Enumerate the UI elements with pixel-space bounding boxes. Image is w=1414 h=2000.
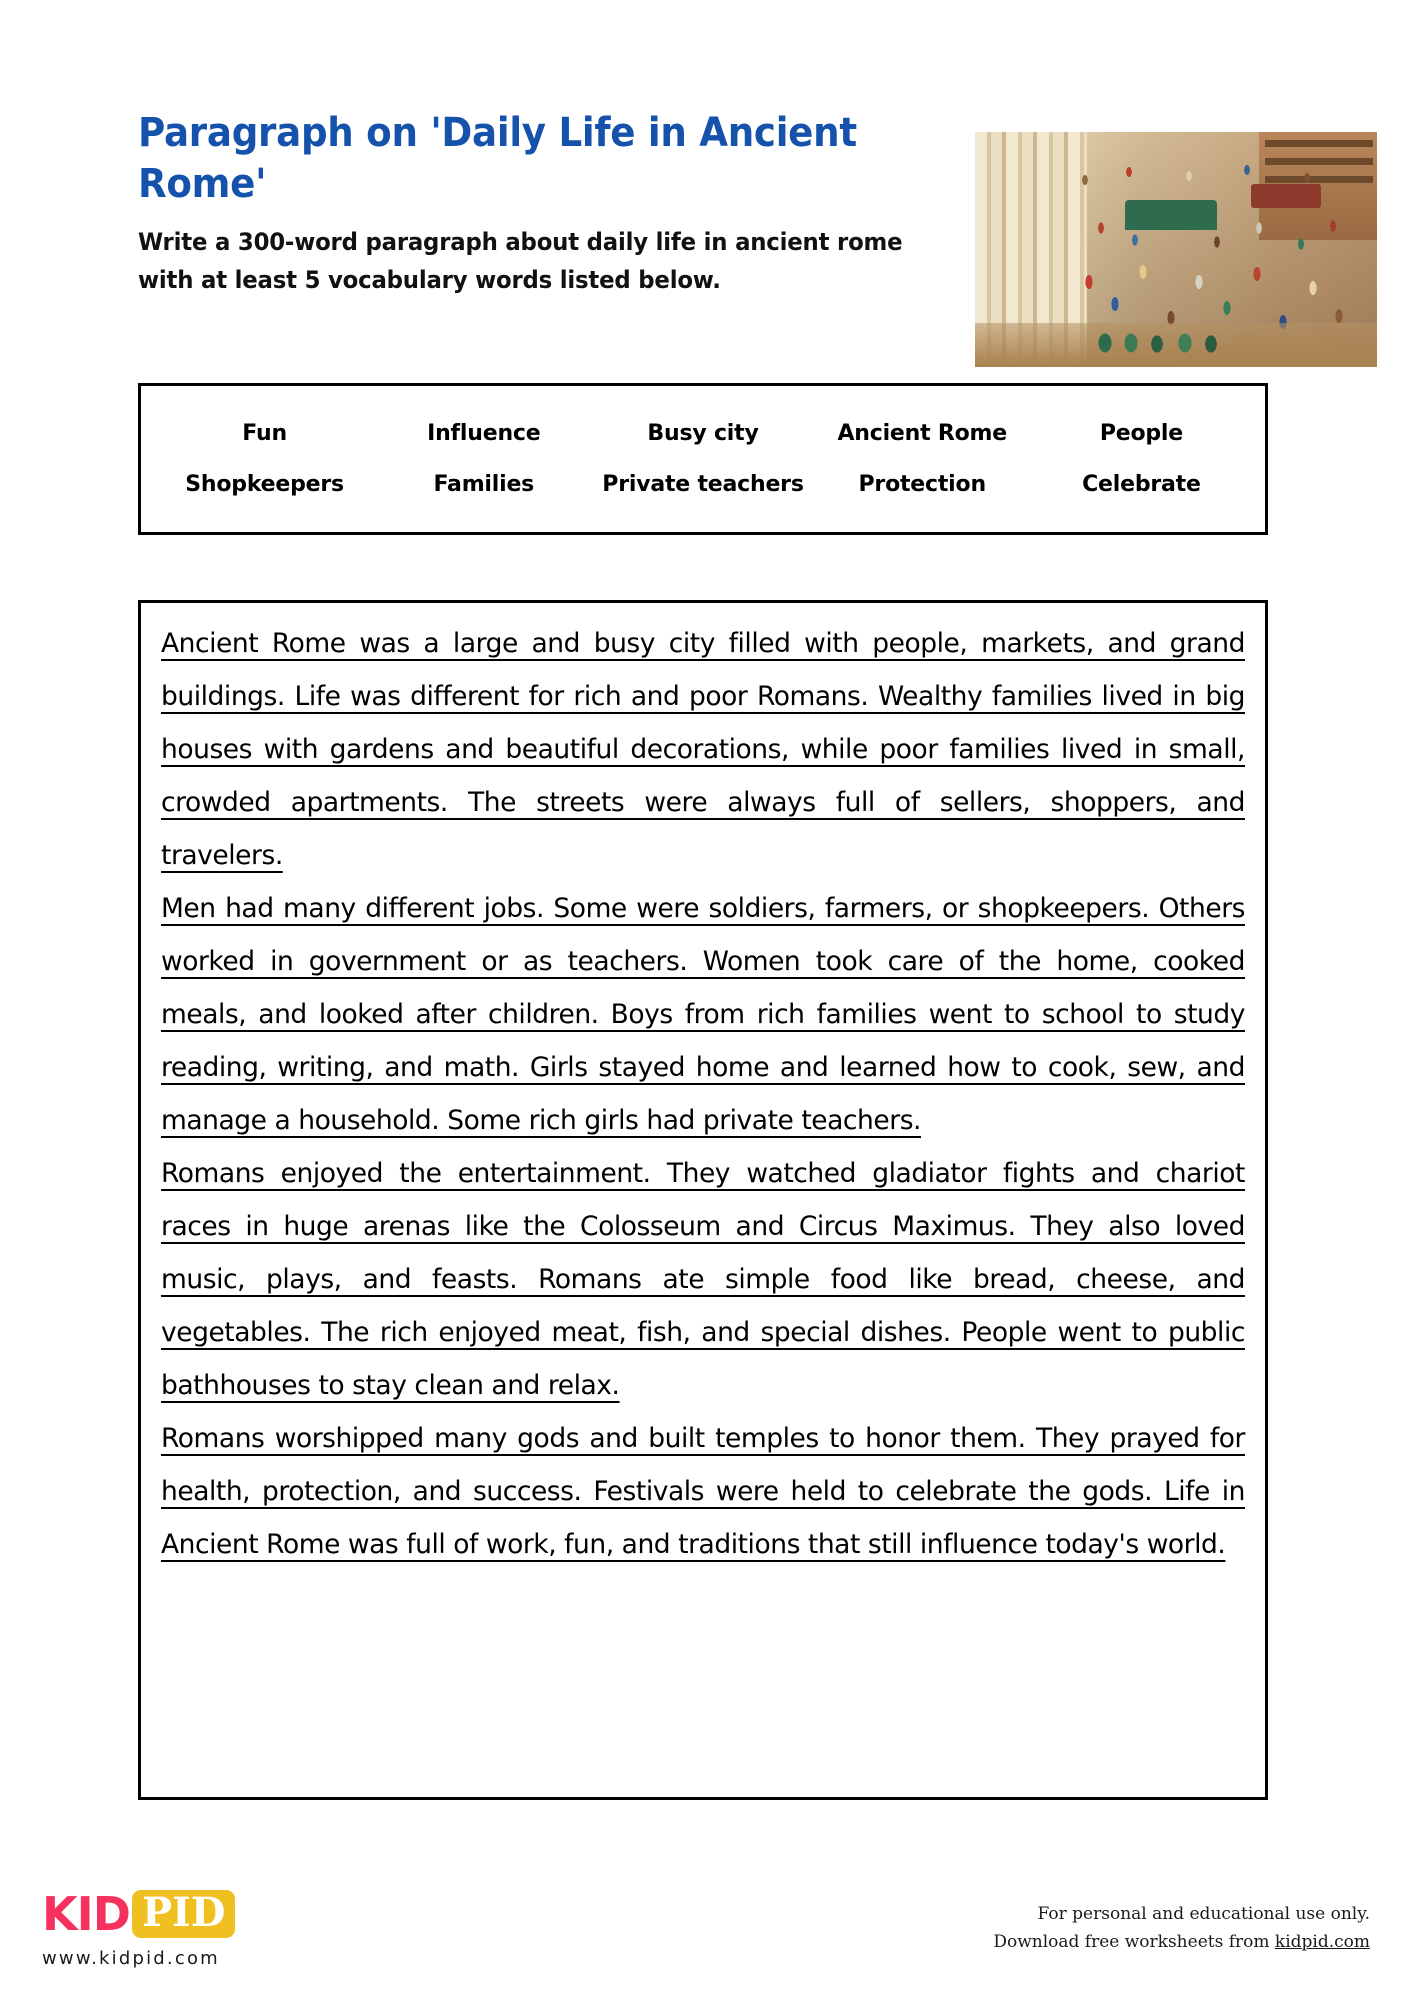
vocabulary-word: Families xyxy=(433,472,535,497)
answer-paragraph: Men had many different jobs. Some were soldiers, farmers, or shopkeepers. Others worked in government or as teachers. Women took care of the home, cooked meals, and looked after children. Boys from rich families went to school to study reading, writing, and math. Girls stayed home and learned how to cook, sew, and manage a household. Some rich girls had private teachers. xyxy=(161,893,1245,1136)
page-title: Paragraph on 'Daily Life in Ancient Rome' xyxy=(138,110,857,208)
footer-notice-prefix: Download free worksheets from xyxy=(993,1932,1275,1953)
vocabulary-row xyxy=(155,472,1251,497)
vocabulary-word: Ancient Rome xyxy=(837,421,1007,446)
answer-paragraph: Romans worshipped many gods and built temples to honor them. They prayed for health, protection, and success. Festivals were held to celebrate the gods. Life in Ancient Rome was full of work, fun, and traditions that still influence today's world. xyxy=(161,1423,1245,1560)
logo-text-pid: PID xyxy=(132,1890,235,1938)
footer-notice-line-1: For personal and educational use only. xyxy=(1037,1904,1370,1924)
logo-wordmark xyxy=(42,1887,235,1941)
vocabulary-word: Fun xyxy=(242,421,287,446)
vocabulary-box xyxy=(138,383,1268,535)
logo-text-kid: KID xyxy=(42,1887,130,1941)
vocabulary-row xyxy=(155,421,1251,446)
vocabulary-word: Busy city xyxy=(647,421,759,446)
vocabulary-word: Shopkeepers xyxy=(185,472,344,497)
vocabulary-word: Influence xyxy=(427,421,541,446)
answer-paragraph: Ancient Rome was a large and busy city filled with people, markets, and grand buildings. Life was different for rich and poor Romans. Wealthy families lived in big houses with gardens and beautiful decorations, while poor families lived in small, crowded apartments. The streets were always full of sellers, shoppers, and travelers. xyxy=(161,628,1245,871)
footer-notice-line-2 xyxy=(993,1928,1370,1956)
logo-website-url[interactable]: www.kidpid.com xyxy=(42,1948,220,1969)
vocabulary-word: People xyxy=(1099,421,1183,446)
page-footer xyxy=(0,1878,1414,2000)
market-awning-red-detail xyxy=(1251,184,1321,208)
footer-website-link[interactable]: kidpid.com xyxy=(1274,1932,1370,1953)
roman-marketplace-illustration xyxy=(975,132,1377,367)
writing-area[interactable] xyxy=(138,600,1268,1800)
answer-paragraph: Romans enjoyed the entertainment. They watched gladiator fights and chariot races in huge arenas like the Colosseum and Circus Maximus. They also loved music, plays, and feasts. Romans ate simple food like bread, cheese, and vegetables. The rich enjoyed meat, fish, and special dishes. People went to public bathhouses to stay clean and relax. xyxy=(161,1158,1245,1401)
vocabulary-word: Protection xyxy=(858,472,986,497)
footer-notice xyxy=(993,1900,1370,1956)
header-text-block xyxy=(138,108,998,299)
kidpid-logo[interactable] xyxy=(42,1887,235,1969)
vocabulary-word: Celebrate xyxy=(1082,472,1201,497)
market-pots-detail xyxy=(1093,329,1243,357)
instruction-text: Write a 300-word paragraph about daily life in ancient rome with at least 5 vocabulary words listed below. xyxy=(138,228,903,294)
vocabulary-word: Private teachers xyxy=(602,472,804,497)
market-awning-green-detail xyxy=(1125,200,1217,230)
